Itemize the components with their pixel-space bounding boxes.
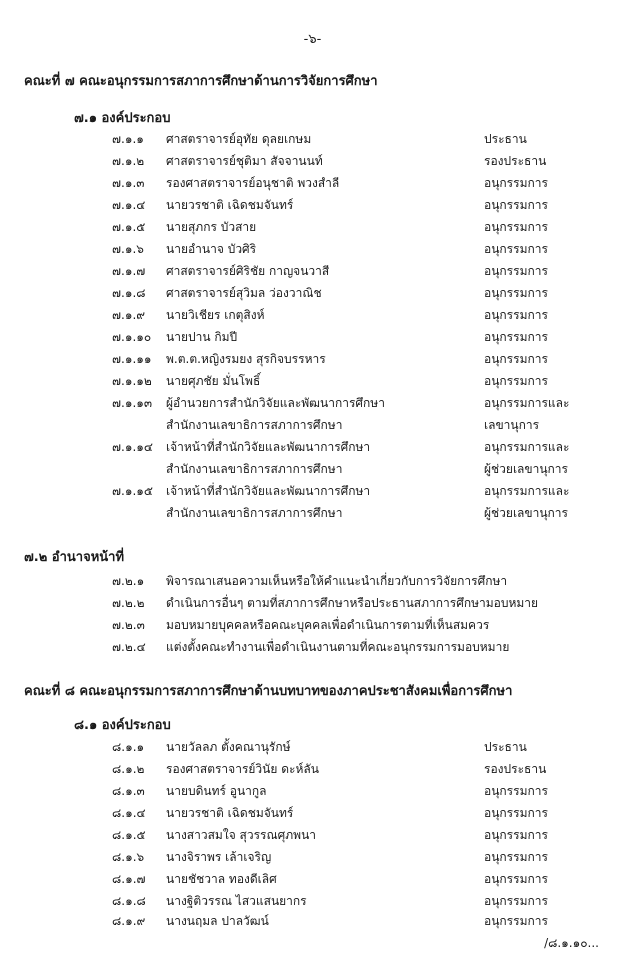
member-name: นายบดินทร์ อูนากูล [166, 784, 267, 798]
duty-text: ดำเนินการอื่นๆ ตามที่สภาการศึกษาหรือประธานสภาการศึกษามอบหมาย [166, 596, 539, 610]
member-role: อนุกรรมการ [484, 198, 548, 212]
member-name-continued: สำนักงานเลขาธิการสภาการศึกษา [166, 506, 343, 520]
member-row [0, 328, 625, 348]
member-role: อนุกรรมการ [484, 806, 548, 820]
member-role: อนุกรรมการและ [484, 484, 570, 498]
member-name-continued: สำนักงานเลขาธิการสภาการศึกษา [166, 462, 343, 476]
member-role: อนุกรรมการ [484, 242, 548, 256]
member-row [0, 782, 625, 802]
member-row [0, 152, 625, 172]
member-role: อนุกรรมการ [484, 352, 548, 366]
member-role: อนุกรรมการ [484, 872, 548, 886]
member-code: ๗.๑.๑๐ [112, 330, 152, 344]
member-row [0, 892, 625, 912]
member-name: ศาสตราจารย์อุทัย ดุลยเกษม [166, 132, 312, 146]
member-code: ๘.๑.๖ [112, 850, 145, 864]
member-row [0, 130, 625, 150]
member-code: ๗.๑.๑๓ [112, 396, 153, 410]
member-name: นายสุภกร บัวสาย [166, 220, 257, 234]
member-name: นายอำนาจ บัวศิริ [166, 242, 257, 256]
member-name: นายวิเชียร เกตุสิงห์ [166, 308, 265, 322]
duty-text: พิจารณาเสนอความเห็นหรือให้คำแนะนำเกี่ยวกับการวิจัยการศึกษา [166, 574, 508, 588]
page-number: -๖- [303, 32, 322, 47]
member-row [0, 482, 625, 502]
member-row [0, 350, 625, 370]
member-code: ๘.๑.๔ [112, 806, 146, 820]
member-role: อนุกรรมการ [484, 894, 548, 908]
member-name-continued: สำนักงานเลขาธิการสภาการศึกษา [166, 418, 343, 432]
member-row [0, 804, 625, 824]
member-role: อนุกรรมการ [484, 784, 548, 798]
member-name: นายวรชาติ เฉิดชมจันทร์ [166, 806, 294, 820]
member-name: นางสาวสมใจ สุวรรณศุภพนา [166, 828, 317, 842]
member-name: นายวรชาติ เฉิดชมจันทร์ [166, 198, 294, 212]
member-name: รองศาสตราจารย์วินัย ดะห์ลัน [166, 762, 319, 776]
member-code: ๗.๑.๙ [112, 308, 146, 322]
committee-8-composition-title: ๘.๑ องค์ประกอบ [74, 718, 171, 733]
member-row [0, 438, 625, 458]
member-role: อนุกรรมการ [484, 330, 548, 344]
member-code: ๘.๑.๘ [112, 894, 146, 908]
member-row [0, 372, 625, 392]
member-code: ๘.๑.๗ [112, 872, 146, 886]
member-row [0, 912, 625, 932]
duty-text: มอบหมายบุคคลหรือคณะบุคคลเพื่อดำเนินการตามที่เห็นสมควร [166, 618, 490, 632]
member-code: ๗.๑.๔ [112, 198, 146, 212]
member-role: ประธาน [484, 740, 527, 754]
member-row-continued [0, 504, 625, 524]
committee-8-heading: คณะที่ ๘ คณะอนุกรรมการสภาการศึกษาด้านบทบาทของภาคประชาสังคมเพื่อการศึกษา [24, 684, 513, 699]
member-code: ๗.๑.๓ [112, 176, 145, 190]
member-name: ศาสตราจารย์ศิริชัย กาญจนวาสี [166, 264, 330, 278]
member-code: ๗.๑.๑๑ [112, 352, 152, 366]
member-name: นายวัลลภ ตั้งคณานุรักษ์ [166, 740, 291, 754]
member-role: อนุกรรมการ [484, 220, 548, 234]
member-role-continued: ผู้ช่วยเลขานุการ [484, 462, 568, 476]
member-name: นายปาน กิมปี [166, 330, 238, 344]
duty-text: แต่งตั้งคณะทำงานเพื่อดำเนินงานตามที่คณะอนุกรรมการมอบหมาย [166, 640, 510, 654]
member-name: นายศุภชัย มั่นโพธิ์ [166, 374, 261, 388]
member-code: ๗.๑.๕ [112, 220, 146, 234]
member-code: ๗.๑.๗ [112, 264, 146, 278]
member-code: ๘.๑.๓ [112, 784, 145, 798]
member-row [0, 826, 625, 846]
member-role: อนุกรรมการ [484, 286, 548, 300]
member-code: ๘.๑.๑ [112, 740, 145, 754]
member-name: พ.ต.ต.หญิงรมยง สุรกิจบรรหาร [166, 352, 326, 366]
member-name: นางจิราพร เล้าเจริญ [166, 850, 272, 864]
member-row [0, 218, 625, 238]
member-code: ๘.๑.๕ [112, 828, 146, 842]
member-role-continued: เลขานุการ [484, 418, 540, 432]
member-row [0, 306, 625, 326]
member-name: นางฐิติวรรณ ไสวแสนยากร [166, 894, 307, 908]
member-name: ศาสตราจารย์สุวิมล ว่องวาณิช [166, 286, 322, 300]
member-role: อนุกรรมการ [484, 374, 548, 388]
member-role: ประธาน [484, 132, 527, 146]
member-name: นายชัชวาล ทองดีเลิศ [166, 872, 277, 886]
member-code: ๗.๑.๖ [112, 242, 144, 256]
continuation-marker: /๘.๑.๑๐... [544, 936, 599, 950]
committee-7-composition-title: ๗.๑ องค์ประกอบ [74, 111, 171, 126]
member-row-continued [0, 416, 625, 436]
member-code: ๗.๑.๑๕ [112, 484, 153, 498]
member-name: เจ้าหน้าที่สำนักวิจัยและพัฒนาการศึกษา [166, 440, 371, 454]
member-name: รองศาสตราจารย์อนุชาติ พวงสำลี [166, 176, 340, 190]
committee-7-heading: คณะที่ ๗ คณะอนุกรรมการสภาการศึกษาด้านการวิจัยการศึกษา [24, 74, 378, 89]
member-role: อนุกรรมการและ [484, 396, 570, 410]
member-row-continued [0, 460, 625, 480]
member-row [0, 394, 625, 414]
member-role: รองประธาน [484, 762, 547, 776]
member-row [0, 848, 625, 868]
member-role-continued: ผู้ช่วยเลขานุการ [484, 506, 568, 520]
member-role: อนุกรรมการ [484, 914, 548, 928]
member-code: ๗.๑.๑๒ [112, 374, 152, 388]
member-role: อนุกรรมการ [484, 308, 548, 322]
member-code: ๘.๑.๙ [112, 914, 146, 928]
member-code: ๗.๑.๑๔ [112, 440, 153, 454]
member-role: อนุกรรมการ [484, 828, 548, 842]
member-row [0, 174, 625, 194]
duty-code: ๗.๒.๓ [112, 618, 145, 632]
duty-code: ๗.๒.๒ [112, 596, 145, 610]
member-code: ๗.๑.๒ [112, 154, 145, 168]
member-name: นางนฤมล ปาลวัฒน์ [166, 914, 269, 928]
member-row [0, 196, 625, 216]
member-code: ๗.๑.๑ [112, 132, 144, 146]
member-code: ๗.๑.๘ [112, 286, 146, 300]
member-role: อนุกรรมการ [484, 850, 548, 864]
member-row [0, 738, 625, 758]
duty-code: ๗.๒.๑ [112, 574, 145, 588]
member-name: ผู้อำนวยการสำนักวิจัยและพัฒนาการศึกษา [166, 396, 385, 410]
member-role: อนุกรรมการ [484, 264, 548, 278]
member-row [0, 760, 625, 780]
member-role: อนุกรรมการ [484, 176, 548, 190]
member-name: เจ้าหน้าที่สำนักวิจัยและพัฒนาการศึกษา [166, 484, 371, 498]
member-name: ศาสตราจารย์ชุติมา สัจจานนท์ [166, 154, 323, 168]
member-row [0, 240, 625, 260]
committee-7-duties-title: ๗.๒ อำนาจหน้าที่ [24, 550, 125, 565]
member-role: อนุกรรมการและ [484, 440, 570, 454]
member-row [0, 284, 625, 304]
duty-code: ๗.๒.๔ [112, 640, 146, 654]
member-row [0, 262, 625, 282]
member-code: ๘.๑.๒ [112, 762, 145, 776]
member-role: รองประธาน [484, 154, 547, 168]
member-row [0, 870, 625, 890]
